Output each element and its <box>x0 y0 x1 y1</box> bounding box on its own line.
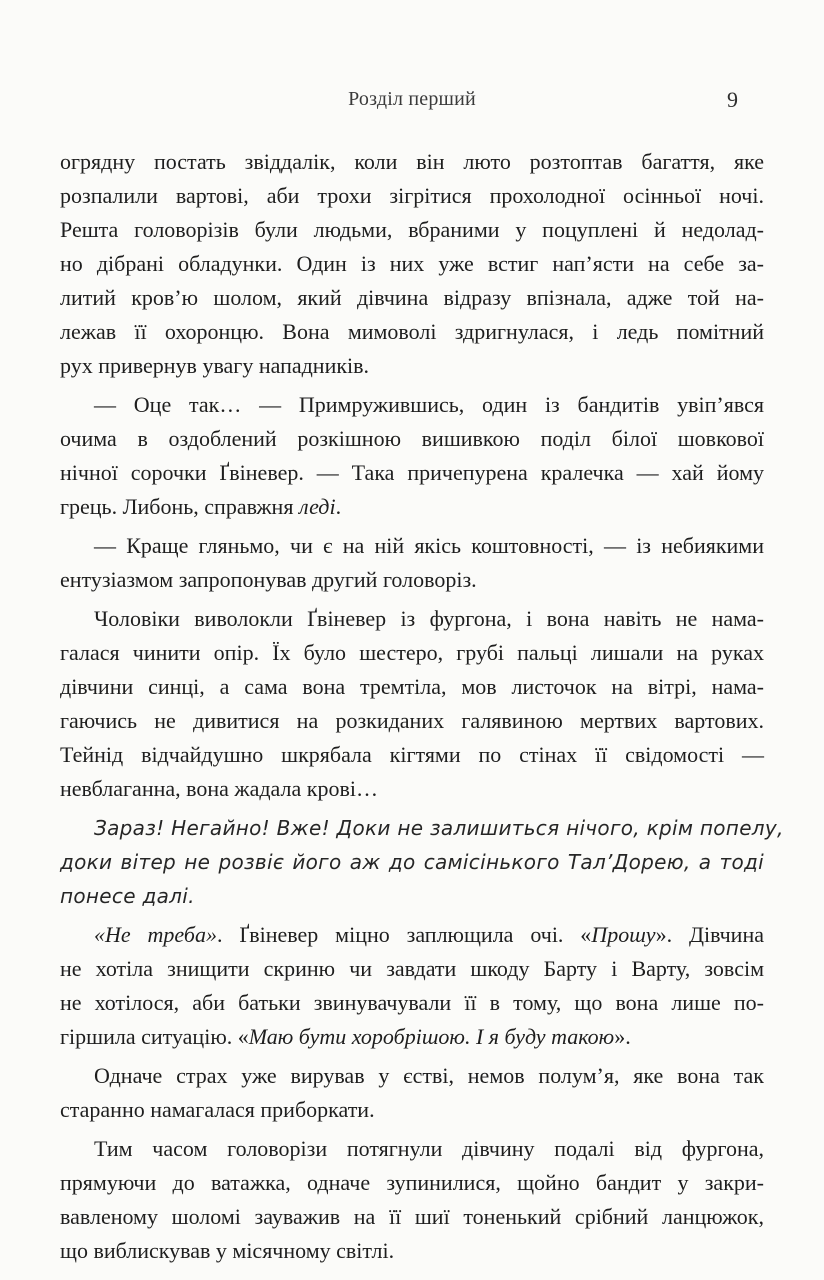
body-text <box>60 145 784 1268</box>
running-title: Розділ перший <box>348 88 476 110</box>
text-line: невблаганна, вона жадала крові… <box>60 776 378 801</box>
text-line: дівчини синці, а сама вона тремтіла, мов листочок на вітрі, нама- <box>60 674 764 699</box>
text-line: доки вітер не розвіє його аж до самісінького Тал’Дорею, а тоді <box>60 850 764 874</box>
text-line: вавленому шоломі зауважив на її шиї тоненький срібний ланцюжок, <box>60 1204 764 1229</box>
text-line <box>60 490 764 524</box>
text-line: литий кров’ю шолом, який дівчина відразу впізнала, адже той на- <box>60 285 764 310</box>
text-line: Решта головорізів були людьми, вбраними у поцуплені й недолад- <box>60 217 764 242</box>
page-number: 9 <box>727 87 738 112</box>
text-line: рух привернув увагу нападників. <box>60 353 370 378</box>
text-run: ». <box>614 1024 631 1049</box>
paragraph <box>60 388 764 524</box>
text-line <box>60 1020 764 1054</box>
paragraph <box>60 918 764 1054</box>
paragraph <box>60 602 764 806</box>
text-line: що виблискував у місячному світлі. <box>60 1238 395 1263</box>
text-line: но дібрані обладунки. Один із них уже встиг нап’ясти на себе за- <box>60 251 764 276</box>
text-line: — Краще гляньмо, чи є на ній якісь коштовності, — із небиякими <box>94 533 764 558</box>
text-run: ». Дівчина <box>655 922 764 947</box>
paragraph <box>60 1059 764 1127</box>
text-run: . Ґвіневер міцно заплющила очі. « <box>216 922 592 947</box>
page-header <box>0 88 824 118</box>
paragraph <box>60 145 764 383</box>
text-line: Тим часом головорізи потягнули дівчину подалі від фургона, <box>94 1136 764 1161</box>
text-line: лежав її охоронцю. Вона мимоволі здригнулася, і ледь помітний <box>60 319 764 344</box>
text-line: галася чинити опір. Їх було шестеро, грубі пальці лишали на руках <box>60 640 764 665</box>
italic-phrase: Маю бути хоробрішою. І я буду такою <box>248 1024 615 1049</box>
italic-word: леді <box>298 494 336 519</box>
text-run: . <box>335 494 342 519</box>
text-run: гіршила ситуацію. « <box>60 1024 249 1049</box>
italic-phrase: Прошу <box>591 922 656 947</box>
text-line: огрядну постать звіддалік, коли він люто розтоптав багаття, яке <box>60 149 764 174</box>
text-line: Одначе страх уже вирував у єстві, немов полум’я, яке вона так <box>94 1063 764 1088</box>
paragraph <box>60 1132 764 1268</box>
text-line: Зараз! Негайно! Вже! Доки не залишиться нічого, крім попелу, <box>94 816 784 840</box>
text-line: розпалили вартові, аби трохи зігрітися прохолодної осінньої ночі. <box>60 183 764 208</box>
text-line: старанно намагалася приборкати. <box>60 1097 375 1122</box>
text-line <box>60 918 764 952</box>
text-line: гаючись не дивитися на розкиданих галявиною мертвих вартових. <box>60 708 764 733</box>
text-line: ентузіазмом запропонував другий головоріз. <box>60 567 477 592</box>
text-line: понесе далі. <box>60 884 195 908</box>
text-line: нічної сорочки Ґвіневер. — Така причепурена кралечка — хай йому <box>60 460 764 485</box>
text-line: очима в оздоблений розкішною вишивкою поділ білої шовкової <box>60 426 764 451</box>
paragraph <box>60 529 764 597</box>
italic-phrase: «Не треба» <box>94 922 217 947</box>
text-line: прямуючи до ватажка, одначе зупинилися, щойно бандит у закри- <box>60 1170 764 1195</box>
text-line: Тейнід відчайдушно шкрябала кігтями по стінах її свідомості — <box>60 742 764 767</box>
text-line: Чоловіки виволокли Ґвіневер із фургона, і вона навіть не нама- <box>94 606 764 631</box>
text-line: — Оце так… — Примружившись, один із бандитів увіп’явся <box>94 392 764 417</box>
text-run: грець. Либонь, справжня <box>60 494 299 519</box>
text-line: не хотіла знищити скриню чи завдати шкоду Барту і Варту, зовсім <box>60 956 764 981</box>
text-line: не хотілося, аби батьки звинувачували її в тому, що вона лише по- <box>60 990 764 1015</box>
handwritten-paragraph <box>60 811 784 913</box>
